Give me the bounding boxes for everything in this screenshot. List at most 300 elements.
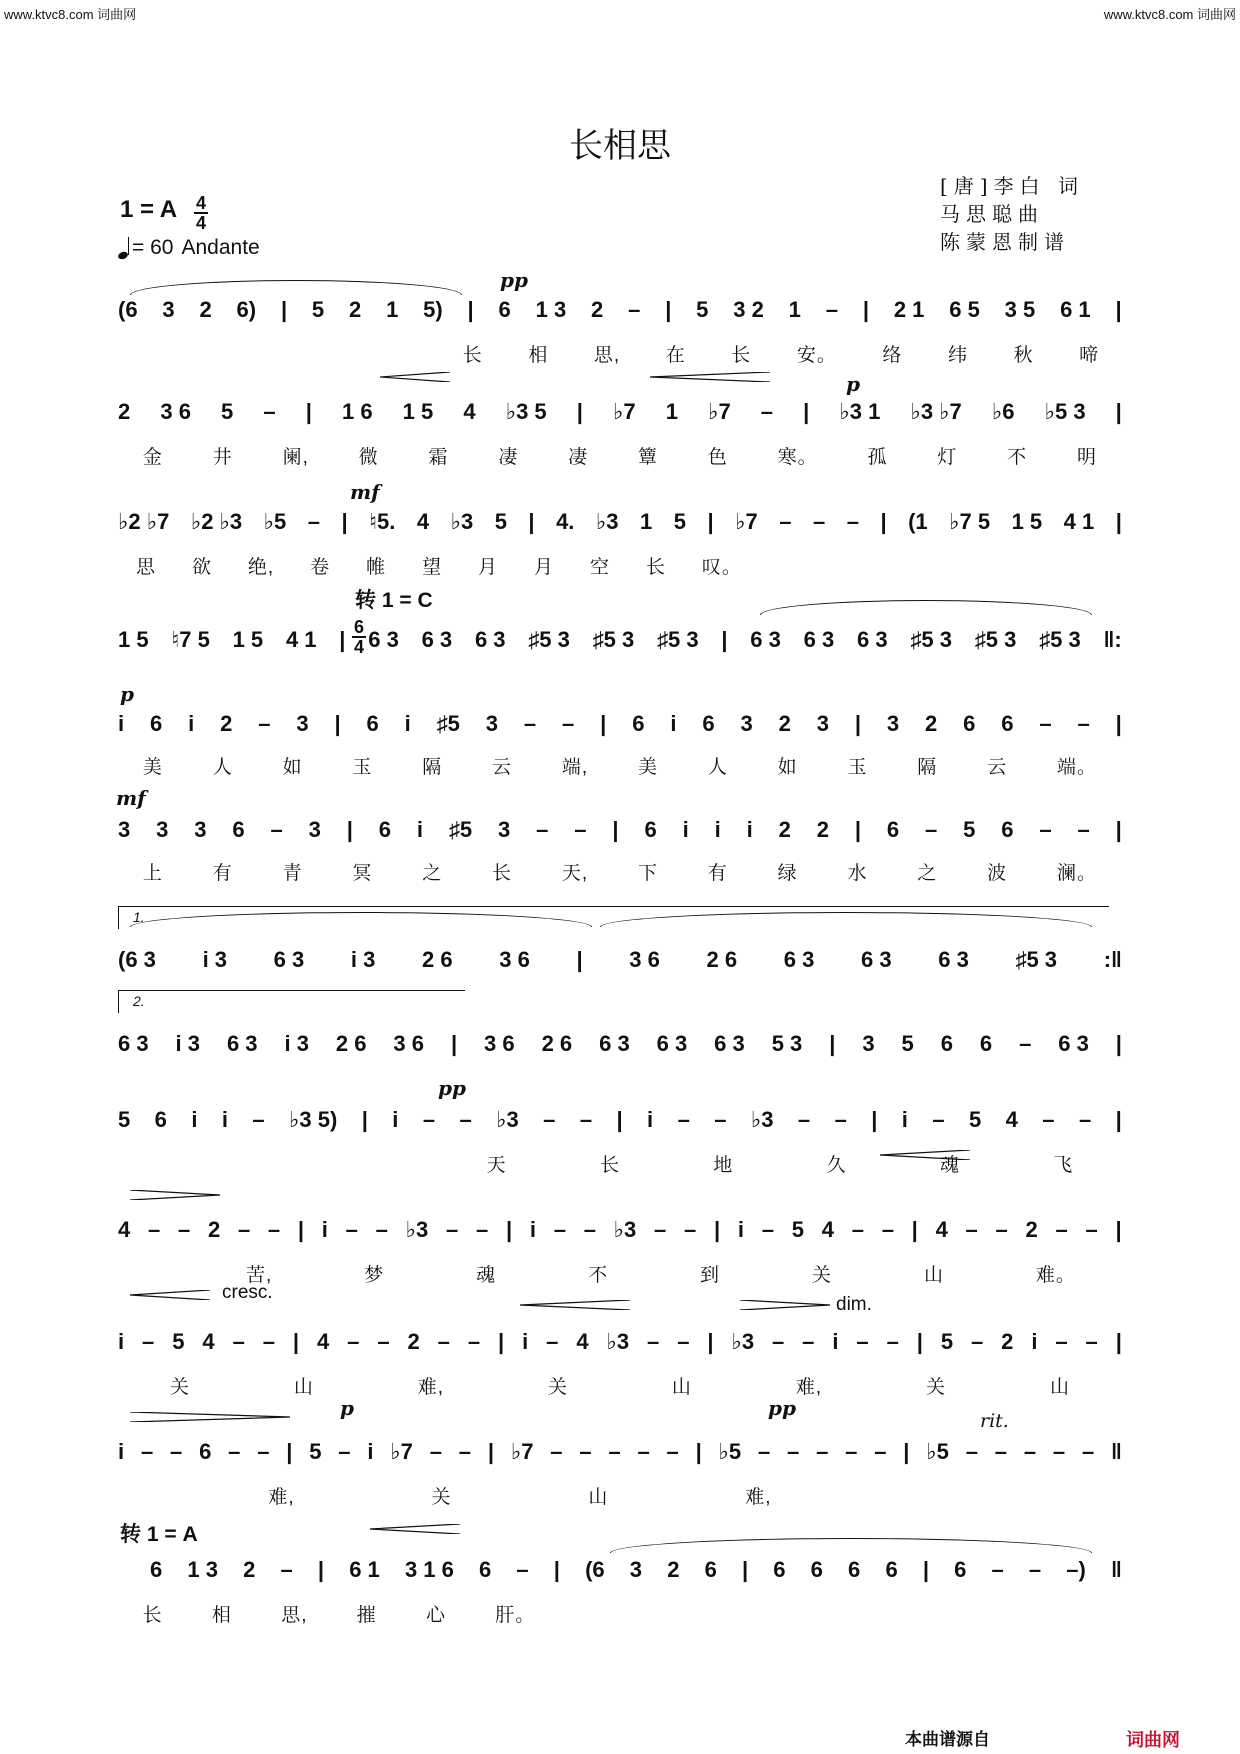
note: ♭2 ♭7 — [118, 509, 170, 534]
diminuendo-hairpin-1 — [130, 1190, 220, 1200]
note: – — [562, 711, 575, 736]
barline: | — [707, 1329, 714, 1354]
note: – — [553, 1217, 566, 1242]
notes-row — [118, 940, 1122, 980]
note: i — [188, 711, 195, 736]
note: – — [228, 1439, 241, 1464]
note: – — [257, 1439, 270, 1464]
barline: | — [854, 711, 861, 736]
lyric-syllable: 欲 — [191, 557, 212, 578]
note: 6 — [150, 711, 163, 736]
lyric-syllable: 下 — [637, 863, 658, 884]
note: ♭3 — [613, 1217, 637, 1242]
note: 6 3 — [474, 627, 506, 652]
lyric-syllable: 山 — [671, 1377, 692, 1398]
note: 6 — [199, 1439, 212, 1464]
note: 6 3 — [1058, 1031, 1089, 1056]
note: 6 — [885, 1557, 898, 1582]
lyric-syllable: 久 — [826, 1155, 847, 1176]
lyric-syllable: 天 — [486, 1155, 507, 1176]
note: ♭3 — [731, 1329, 755, 1354]
lyric-syllable: 之 — [917, 863, 938, 884]
note: ♯5 3 — [1015, 947, 1058, 972]
lyric-syllable: 长 — [599, 1155, 620, 1176]
lyric-syllable: 帷 — [366, 557, 387, 578]
note: 2 — [220, 711, 233, 736]
lyrics-row — [440, 1150, 1120, 1180]
volta-first-ending: 1. — [118, 906, 1109, 929]
note: (6 — [118, 297, 138, 322]
lyric-syllable: 秋 — [1013, 345, 1034, 366]
note: 6 3 — [226, 1031, 258, 1056]
lyric-syllable: 思 — [135, 557, 156, 578]
note: 3 — [629, 1557, 643, 1582]
lyric-syllable: 如 — [282, 757, 303, 778]
note: – — [267, 1217, 281, 1242]
crescendo-hairpin-2 — [650, 372, 770, 382]
notes-row — [118, 1322, 1122, 1362]
note: – — [429, 1439, 442, 1464]
note: 1 6 — [341, 399, 373, 424]
note: – — [856, 1329, 869, 1354]
note: 4 — [1005, 1107, 1018, 1132]
dynamic-p-3: p — [340, 1396, 354, 1420]
lyric-syllable: 绝, — [247, 557, 275, 578]
note: i — [737, 1217, 745, 1242]
barline: | — [1115, 509, 1122, 534]
note: – — [237, 1217, 251, 1242]
note: – — [583, 1217, 596, 1242]
lyrics-row — [118, 442, 1122, 472]
lyric-syllable: 卷 — [310, 557, 331, 578]
note: – — [991, 1557, 1004, 1582]
barline: | — [862, 297, 869, 322]
lyric-syllable: 魂 — [939, 1155, 960, 1176]
lyric-syllable: 飞 — [1053, 1155, 1074, 1176]
note: ♭7 — [708, 399, 731, 424]
note: 5 — [963, 817, 976, 842]
barline: | — [695, 1439, 702, 1464]
barline: | — [280, 297, 288, 322]
rit-mark: rit. — [980, 1410, 1009, 1432]
note: – — [1019, 1031, 1032, 1056]
lyric-syllable: 长 — [462, 345, 483, 366]
crescendo-hairpin-5 — [520, 1300, 630, 1310]
note: – — [1077, 711, 1090, 736]
note: 3 — [118, 817, 131, 842]
note: 1 3 — [187, 1557, 218, 1582]
barline: | — [880, 509, 887, 534]
note: – — [995, 1217, 1008, 1242]
note: 4 — [463, 399, 476, 424]
lyric-syllable: 在 — [665, 345, 686, 366]
note: 3 — [740, 711, 753, 736]
time-signature-change: 6 4 — [353, 617, 364, 657]
lyric-syllable: 上 — [142, 863, 163, 884]
lyric-syllable: 青 — [282, 863, 303, 884]
note: – — [1023, 1439, 1037, 1464]
note: 3 — [156, 817, 169, 842]
lyric-syllable: 微 — [358, 447, 379, 468]
note: 5 3 — [771, 1031, 803, 1056]
barline: | — [576, 399, 583, 424]
barline: | — [346, 817, 353, 842]
note: i — [746, 817, 753, 842]
volta-second-ending: 2. — [118, 990, 465, 1013]
note: – — [142, 1329, 155, 1354]
dynamic-pp-1: pp — [500, 268, 528, 292]
barline: | — [922, 1557, 929, 1582]
barline: | — [1115, 1107, 1122, 1132]
barline: | — [498, 1329, 505, 1354]
note: i — [221, 1107, 228, 1132]
lyric-syllable: 不 — [588, 1265, 609, 1286]
slur-interlude — [760, 600, 1092, 615]
lyric-syllable: 望 — [422, 557, 443, 578]
note: 2 — [816, 817, 829, 842]
lyrics-row — [118, 1600, 560, 1630]
note: – — [258, 711, 271, 736]
barline: | — [305, 399, 312, 424]
note: 6 — [810, 1557, 823, 1582]
note: 6 3 — [368, 627, 399, 652]
note: i — [682, 817, 689, 842]
crescendo-hairpin-1 — [380, 372, 450, 382]
note: 4 — [935, 1217, 948, 1242]
lyric-syllable: 井 — [212, 447, 233, 468]
note: – — [345, 1217, 358, 1242]
note: 3 6 — [499, 947, 530, 972]
note: 6 3 — [421, 627, 453, 652]
note: 6 — [232, 817, 245, 842]
note: – — [377, 1329, 390, 1354]
note: i — [118, 1329, 125, 1354]
note: 4 — [202, 1329, 215, 1354]
note: ♭3 — [750, 1107, 774, 1132]
lyric-syllable: 美 — [637, 757, 658, 778]
barline: ‖ — [1111, 1557, 1122, 1582]
lyric-syllable: 关 — [169, 1377, 190, 1398]
barline: ‖: — [1103, 627, 1122, 652]
note: – — [270, 817, 283, 842]
barline: | — [1115, 399, 1122, 424]
lyric-syllable: 难, — [268, 1487, 295, 1508]
note: i — [714, 817, 721, 842]
note: ♭3 — [496, 1107, 519, 1132]
note: i 3 — [175, 1031, 200, 1056]
lyric-syllable: 隔 — [917, 757, 938, 778]
note: – — [1039, 711, 1052, 736]
lyric-syllable: 簟 — [637, 447, 658, 468]
notes-row — [118, 392, 1122, 432]
note: 2 1 — [893, 297, 925, 322]
barline: | — [317, 1557, 325, 1582]
credit-lyricist: [唐]李白 词 — [940, 174, 1084, 198]
barline: | — [616, 1107, 623, 1132]
note: – — [802, 1329, 815, 1354]
note: 6 — [150, 1557, 163, 1582]
barline: | — [665, 297, 672, 322]
note: – — [467, 1329, 481, 1354]
note: – — [140, 1439, 154, 1464]
notes-row — [118, 810, 1122, 850]
note: –) — [1066, 1557, 1086, 1582]
barline: | — [1115, 817, 1122, 842]
note: – — [437, 1329, 450, 1354]
lyric-syllable: 山 — [1049, 1377, 1070, 1398]
note: i — [832, 1329, 839, 1354]
note: 2 6 — [541, 1031, 573, 1056]
note: – — [608, 1439, 621, 1464]
barline: | — [334, 711, 341, 736]
note: 2 6 — [335, 1031, 367, 1056]
tempo-term: Andante — [181, 236, 260, 259]
note: – — [874, 1439, 887, 1464]
lyric-syllable: 玉 — [352, 757, 373, 778]
note: 4 — [118, 1217, 131, 1242]
barline: | — [1115, 1031, 1122, 1056]
lyric-syllable: 月 — [534, 557, 555, 578]
note: i — [529, 1217, 536, 1242]
modulation-to-c: 转 1 = C — [355, 589, 433, 612]
note: 1 — [640, 509, 653, 534]
note: – — [772, 1329, 785, 1354]
note: 5 — [696, 297, 709, 322]
footer-source-text: 本曲谱源自 — [905, 1730, 990, 1749]
lyric-syllable: 月 — [478, 557, 499, 578]
note: – — [1042, 1107, 1055, 1132]
notes-row — [118, 617, 1122, 660]
lyrics-row — [200, 1260, 1122, 1290]
note: ♯5 — [436, 711, 460, 736]
note: i — [321, 1217, 328, 1242]
lyric-syllable: 云 — [987, 757, 1008, 778]
note: 6 — [154, 1107, 167, 1132]
note: 1 3 — [535, 297, 567, 322]
header-site-right: www.ktvc8.com 词曲网 — [1103, 7, 1236, 22]
tempo-marking — [118, 236, 260, 260]
note: – — [677, 1107, 690, 1132]
header-site-left: www.ktvc8.com 词曲网 — [4, 7, 137, 22]
lyric-syllable: 空 — [589, 557, 610, 578]
note: – — [637, 1439, 650, 1464]
note: 6 — [886, 817, 900, 842]
note: ♭6 — [991, 399, 1015, 424]
lyric-syllable: 凄 — [568, 447, 589, 468]
lyrics-row — [118, 552, 760, 582]
note: 6 3 — [860, 947, 892, 972]
note: ♭7 — [613, 399, 636, 424]
note: – — [846, 509, 859, 534]
note: 6 5 — [949, 297, 980, 322]
note: 6 3 — [857, 627, 888, 652]
barline: | — [714, 1217, 721, 1242]
note: – — [816, 1439, 829, 1464]
lyric-syllable: 思, — [593, 345, 621, 366]
note: – — [579, 1107, 593, 1132]
note: 6 — [702, 711, 715, 736]
lyric-syllable: 色 — [707, 447, 728, 468]
note: 6) — [236, 297, 257, 322]
note: 3 — [162, 297, 175, 322]
tempo-value: = 60 — [132, 236, 174, 259]
lyric-syllable: 长 — [731, 345, 752, 366]
notes-row — [118, 1100, 1122, 1140]
note: 4 — [576, 1329, 589, 1354]
barline: | — [803, 399, 810, 424]
note: – — [307, 509, 321, 534]
crescendo-hairpin-4 — [130, 1290, 210, 1300]
note: 3 — [498, 817, 511, 842]
lyric-syllable: 有 — [707, 863, 728, 884]
note: 3 — [308, 817, 321, 842]
diminuendo-hairpin-3 — [130, 1412, 290, 1422]
note: – — [280, 1557, 293, 1582]
lyric-syllable: 纬 — [947, 345, 968, 366]
note: i — [392, 1107, 399, 1132]
lyric-syllable: 摧 — [356, 1605, 377, 1626]
note: – — [338, 1439, 351, 1464]
note: – — [1039, 817, 1052, 842]
lyric-syllable: 山 — [293, 1377, 314, 1398]
note: – — [1081, 1439, 1095, 1464]
lyric-syllable: 不 — [1007, 447, 1028, 468]
notes-row — [150, 1550, 1122, 1590]
note: 6 1 — [1060, 297, 1091, 322]
note: i — [901, 1107, 908, 1132]
barline: ‖ — [1111, 1439, 1122, 1464]
note: – — [262, 1329, 275, 1354]
lyric-syllable: 梦 — [364, 1265, 385, 1286]
note: i — [367, 1439, 374, 1464]
modulation-to-a: 转 1 = A — [120, 1523, 198, 1546]
note: 6 3 — [118, 1031, 149, 1056]
lyric-syllable: 关 — [547, 1377, 568, 1398]
lyric-syllable: 难, — [795, 1377, 823, 1398]
note: ♯5 3 — [974, 627, 1017, 652]
lyrics-row — [200, 1482, 840, 1512]
note: 4 1 — [285, 627, 317, 652]
note: 5 — [968, 1107, 982, 1132]
note: – — [677, 1329, 690, 1354]
note: – — [757, 1439, 771, 1464]
lyric-syllable: 苦, — [245, 1265, 273, 1286]
note: 3 6 — [160, 399, 191, 424]
time-signature-bottom: 4 — [195, 213, 206, 233]
note: – — [263, 399, 276, 424]
barline: | — [576, 947, 583, 972]
notes-row — [118, 290, 1122, 330]
note: ♭7 — [510, 1439, 534, 1464]
note: – — [654, 1217, 667, 1242]
barline: | — [600, 711, 607, 736]
note: 5 — [494, 509, 507, 534]
note: 6 — [498, 297, 511, 322]
notes-row — [118, 502, 1122, 542]
barline: | — [829, 1031, 836, 1056]
note: (1 — [908, 509, 928, 534]
barline: | — [286, 1439, 293, 1464]
note: 5 — [118, 1107, 131, 1132]
lyric-syllable: 长 — [645, 557, 666, 578]
note: 6 — [940, 1031, 953, 1056]
dynamic-p-1: p — [846, 372, 860, 396]
note: – — [825, 297, 838, 322]
note: – — [546, 1329, 559, 1354]
lyrics-row — [118, 858, 1122, 888]
barline: | — [741, 1557, 749, 1582]
barline: | — [1115, 297, 1122, 322]
note: i — [404, 711, 411, 736]
lyric-syllable: 寒。 — [777, 447, 818, 468]
note: – — [543, 1107, 556, 1132]
note: – — [422, 1107, 436, 1132]
lyric-syllable: 相 — [211, 1605, 232, 1626]
note: 6 — [1001, 817, 1014, 842]
note: 3 6 — [484, 1031, 515, 1056]
crescendo-hairpin-6 — [370, 1524, 460, 1534]
note: ♯5 3 — [592, 627, 635, 652]
lyric-syllable: 人 — [212, 757, 233, 778]
note: 2 — [1001, 1329, 1014, 1354]
note: 2 — [1025, 1217, 1038, 1242]
note: – — [647, 1329, 660, 1354]
note: 1 — [386, 297, 399, 322]
time-signature — [194, 194, 208, 232]
note: ♭2 ♭3 — [190, 509, 243, 534]
note: – — [516, 1557, 529, 1582]
note: 2 — [667, 1557, 680, 1582]
note: 6 — [954, 1557, 967, 1582]
lyric-syllable: 霜 — [428, 447, 449, 468]
note: 5) — [423, 297, 443, 322]
note: 1 — [788, 297, 801, 322]
note: 2 — [407, 1329, 420, 1354]
note: ♭3 5) — [289, 1107, 338, 1132]
lyric-syllable: 魂 — [476, 1265, 497, 1286]
note: 2 — [591, 297, 604, 322]
barline: | — [1115, 1217, 1122, 1242]
lyric-syllable: 长 — [492, 863, 513, 884]
barline: | — [292, 1329, 300, 1354]
note: ♭3 1 — [839, 399, 881, 424]
note: i — [118, 1439, 125, 1464]
note: – — [666, 1439, 679, 1464]
lyric-syllable: 山 — [923, 1265, 944, 1286]
note: 2 6 — [706, 947, 738, 972]
note: i — [191, 1107, 198, 1132]
lyric-syllable: 云 — [492, 757, 513, 778]
note: 6 3 — [599, 1031, 630, 1056]
note: – — [932, 1107, 945, 1132]
note: – — [574, 817, 587, 842]
note: 6 — [632, 711, 645, 736]
note: – — [779, 509, 792, 534]
time-signature-top: 4 — [195, 193, 206, 213]
song-title: 长相思 — [569, 127, 671, 165]
lyrics-row — [118, 752, 1122, 782]
note: – — [845, 1439, 858, 1464]
note: – — [1077, 817, 1090, 842]
note: i 3 — [284, 1031, 309, 1056]
note: 3 1 6 — [404, 1557, 454, 1582]
note: 2 — [778, 817, 791, 842]
note: ♭3 — [595, 509, 619, 534]
note: 2 — [778, 711, 791, 736]
note: 4 — [316, 1329, 330, 1354]
lyric-syllable: 叹。 — [701, 557, 742, 578]
lyric-syllable: 冥 — [352, 863, 373, 884]
